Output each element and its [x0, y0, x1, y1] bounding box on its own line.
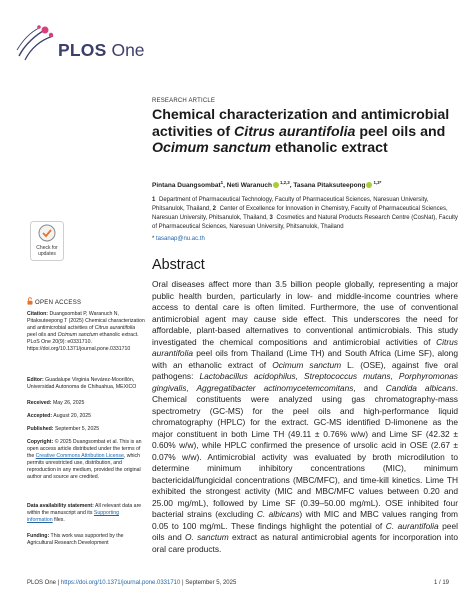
editor-label: Editor: — [27, 377, 44, 383]
published-date — [27, 426, 145, 433]
logo-one-text: One — [111, 40, 145, 60]
footer-separator: | — [56, 580, 61, 586]
abstract-species-name: Candida albicans — [385, 382, 456, 393]
citation-text-end: ethanolic extract. PLoS One 20(9): e0331710. https://doi.org/10.1371/journal.pone.0331710 — [27, 332, 139, 352]
data-availability-label: Data availability statement: — [27, 503, 94, 509]
abstract-species-name: Lactobacillus acidophilus, Streptococcus mutans, Porphyromonas gingivalis, Aggregatibacter actinomycetemcomitans — [152, 371, 458, 393]
check-badge-line1: Check for — [36, 245, 58, 251]
received-value: May 26, 2025 — [52, 400, 85, 406]
affiliation-text: Department of Pharmaceutical Technology, Faculty of Pharmaceutical Sciences, Naresuan University, Phitsanulok, Thailand, — [152, 197, 429, 212]
open-access-text: OPEN ACCESS — [35, 300, 82, 306]
abstract-text: peel oils from Thailand (Lime TH) and South Africa (Lime SF), along with an ethanolic extract of — [152, 348, 458, 370]
data-availability — [27, 503, 145, 524]
logo-plos-text: PLOS — [58, 40, 107, 60]
corresponding-author — [152, 236, 458, 242]
abstract-text: Oral diseases affect more than 3.5 billion people globally, representing a major public health burden, particularly in low- and middle-income countries where access to dental care is often limited. Furthermore, the use of conventional antimicrobial agent may cause side effect. This underscores the need for affordable, plant-based alternatives to conventional antimicrobials. This study investigated the chemical compositions and antimicrobial activities of — [152, 279, 458, 347]
affiliation-text: Cosmetics and Natural Products Research Centre (CosNat), Faculty of Pharmaceutical Sciences, Naresuan University, Phitsanulok, Thailand — [152, 215, 458, 230]
accepted-date — [27, 413, 145, 420]
abstract-species-name: C. albicans — [256, 509, 300, 519]
affiliation-number: 3 — [269, 215, 273, 221]
citation-species-1: Citrus aurantifolia — [94, 325, 136, 331]
license-link[interactable]: Creative Commons Attribution License — [35, 453, 124, 459]
editor — [27, 377, 145, 391]
affiliation-item — [152, 196, 458, 232]
author-name[interactable]: Neti Waranuch — [226, 182, 272, 189]
page-number: 1 / 19 — [433, 580, 449, 586]
corresponding-email-link[interactable]: tasanap@nu.ac.th — [156, 236, 205, 242]
abstract-body — [152, 279, 458, 555]
check-for-updates-badge[interactable] — [30, 221, 64, 261]
accepted-label: Accepted: — [27, 413, 53, 419]
editor-text: Guadalupe Virginia Nevárez-Moorillón, Universidad Autonoma de Chihuahua, MEXICO — [27, 377, 137, 390]
page-footer — [27, 580, 236, 586]
footer-date: September 5, 2025 — [185, 580, 237, 586]
citation-text-mid: peel oils and — [27, 332, 58, 338]
copyright-text-end: , which permits unrestricted use, distribution, and reproduction in any medium, provided the original author and source are credited. — [27, 453, 141, 480]
data-availability-text: All relevant data are within the manuscript and its — [27, 503, 142, 516]
copyright-text: © 2025 Duangsombat et al. This is an open access article distributed under the terms of the — [27, 439, 142, 459]
footer-separator: | — [180, 580, 186, 586]
title-text-1: Chemical characterization and antimicrobial activities of — [152, 107, 450, 140]
open-access-icon — [27, 297, 33, 305]
funding-label: Funding: — [27, 533, 50, 539]
affiliation-text: Center of Excellence for Innovation in Chemistry, Faculty of Pharmaceutical Sciences, Naresuan University, Phitsanulok, Thailand, — [152, 206, 448, 221]
title-text-2: peel oils and — [355, 123, 446, 140]
author-list: Pintana Duangsombat$^1$, Neti Waranuch $^{1,2,3}$, Tasana Pitaksuteepong $^{1,3*}$ — [152, 180, 382, 189]
abstract-text: . Chemical constituents were analyzed using gas chromatography-mass spectrometry (GC-MS) for the peel oils and high-performance liquid chromatography (HPLC) for the extract. GC-MS identified D-limonene as the major constituent in both Lime TH (49.11 ± 0.76% w/w) and Lime SF (42.32 ± 0.60% w/w), while HPLC confirmed the presence of ursolic acid in OSE (2.67 ± 0.07% w/w). Antimicrobial activity was evaluated by broth microdilution to determine minimum inhibitory concentrations (MIC), minimum bactericidal/fungicidal concentrations (MBC/MFC), and time-kill kinetics. Lime TH exhibited the strongest activity (MIC and MBC/MFC values between 0.20 and 25.00 mg/mL), followed by Lime SF (0.39–50.00 mg/mL). OSE inhibited four bacterial strains (excluding — [152, 382, 458, 519]
published-value: September 5, 2025 — [54, 426, 100, 432]
abstract-text: peel oils and — [152, 520, 458, 542]
logo-wordmark — [58, 40, 145, 60]
abstract-species-name: Ocimum sanctum — [272, 359, 342, 370]
funding — [27, 533, 145, 547]
affiliation-number: 1 — [152, 197, 156, 203]
footer-journal: PLOS One — [27, 580, 57, 586]
accepted-value: August 20, 2025 — [53, 413, 92, 419]
abstract-species-name: O. sanctum — [185, 532, 229, 542]
supporting-info-link[interactable]: Supporting information — [27, 510, 119, 523]
title-species-1: Citrus aurantifolia — [234, 123, 356, 140]
check-badge-line2: updates — [38, 251, 56, 257]
corresponding-mark: * — [152, 236, 155, 242]
open-access-label — [27, 297, 145, 307]
title-species-2: Ocimum sanctum — [152, 140, 272, 157]
citation-label: Citation: — [27, 311, 49, 317]
author-affiliation-marker: 1,3* — [373, 180, 382, 185]
abstract-species-name: C. aurantifolia — [385, 520, 439, 531]
author-name[interactable]: Pintana Duangsombat — [152, 182, 221, 189]
author-name[interactable]: Tasana Pitaksuteepong — [293, 182, 366, 189]
copyright — [27, 439, 145, 481]
citation-species-2: Ocimum sanctum — [57, 332, 98, 338]
abstract-heading: Abstract — [152, 257, 205, 273]
orcid-icon[interactable] — [366, 182, 372, 188]
abstract-text: ) with MIC and MBC values ranging from 0.05 to 100 mg/mL. These findings highlight the potential of — [152, 509, 458, 531]
affiliation-number: 2 — [212, 206, 216, 212]
abstract-text: , and — [353, 382, 386, 393]
data-availability-end: files. — [52, 517, 65, 523]
abstract-text: extract as natural antimicrobial agents for incorporation into oral care products. — [152, 532, 458, 554]
abstract-text: L. (OSE), against five oral pathogens: — [152, 359, 458, 381]
article-type: RESEARCH ARTICLE — [152, 98, 216, 104]
footer-doi-link[interactable]: https://doi.org/10.1371/journal.pone.0331710 — [60, 580, 181, 586]
title-text-3: ethanolic extract — [271, 140, 388, 157]
published-label: Published: — [27, 426, 54, 432]
citation — [27, 311, 145, 353]
affiliations — [152, 196, 458, 233]
received-label: Received: — [27, 400, 52, 406]
author-affiliation-marker: 1 — [220, 180, 224, 185]
received-date — [27, 400, 145, 407]
copyright-label: Copyright: — [27, 439, 54, 445]
author-affiliation-marker: 1,2,3 — [279, 180, 290, 185]
abstract-species-name: Citrus aurantifolia — [152, 336, 458, 358]
funding-text: This work was supported by the Agricultural Research Development — [27, 533, 124, 546]
article-title — [152, 107, 458, 157]
orcid-icon[interactable] — [273, 182, 279, 188]
citation-text: Duangsombat P, Waranuch N, Pitaksuteepong T (2025) Chemical characterization and antimicrobial activities of — [27, 311, 145, 331]
plos-logo-icon — [15, 22, 59, 70]
